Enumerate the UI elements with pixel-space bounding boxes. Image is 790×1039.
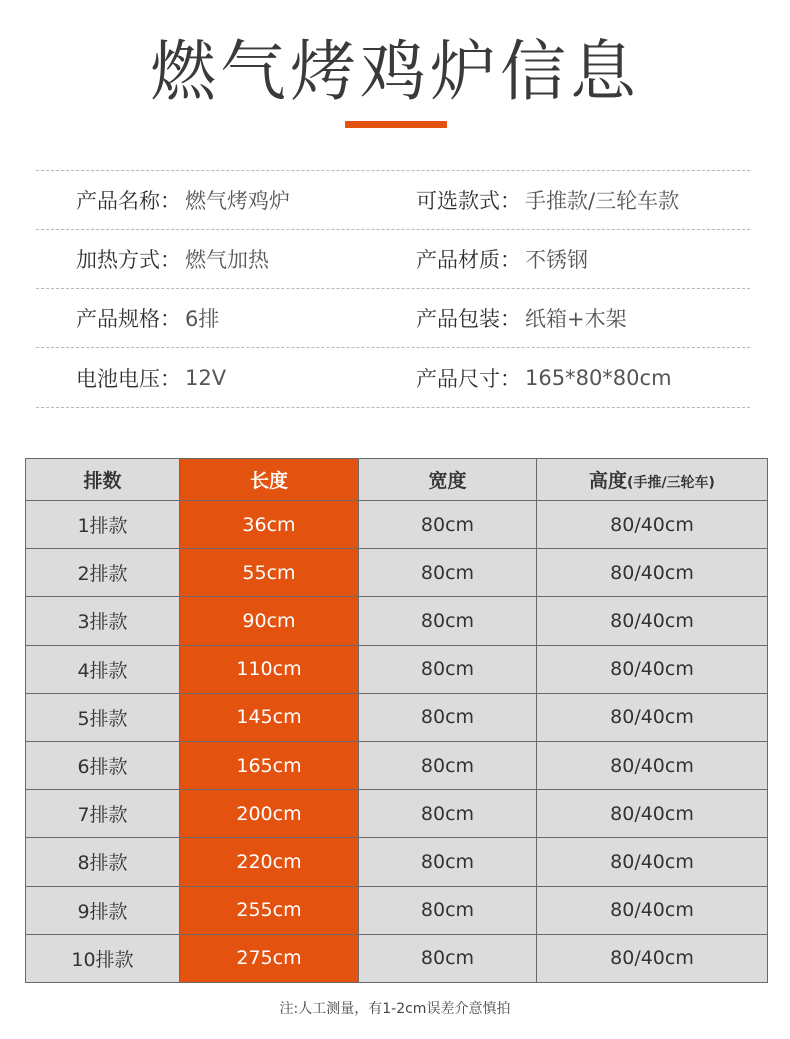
cell-length: 220cm	[180, 838, 359, 886]
header-length: 长度	[180, 459, 359, 501]
info-item-packaging	[416, 303, 627, 333]
cell-length: 165cm	[180, 741, 359, 789]
info-value: 燃气烤鸡炉	[185, 189, 290, 213]
info-label: 产品包装	[416, 307, 500, 331]
title-underline	[345, 121, 447, 128]
cell-height: 80/40cm	[537, 886, 768, 934]
table-row	[26, 886, 768, 934]
info-item-styles	[416, 185, 679, 215]
table-row	[26, 838, 768, 886]
cell-width: 80cm	[359, 645, 537, 693]
info-separator: ：	[500, 189, 521, 213]
cell-width: 80cm	[359, 741, 537, 789]
info-item-material	[416, 244, 588, 274]
cell-row-name: 10排款	[26, 934, 180, 982]
cell-row-name: 4排款	[26, 645, 180, 693]
size-spec-table	[25, 458, 768, 983]
info-item-spec	[76, 303, 219, 333]
table-row	[26, 501, 768, 549]
cell-height: 80/40cm	[537, 934, 768, 982]
cell-height: 80/40cm	[537, 741, 768, 789]
cell-width: 80cm	[359, 597, 537, 645]
info-label: 可选款式	[416, 189, 500, 213]
cell-length: 36cm	[180, 501, 359, 549]
cell-height: 80/40cm	[537, 790, 768, 838]
info-separator: ：	[160, 307, 181, 331]
header-width: 宽度	[359, 459, 537, 501]
info-row	[36, 288, 750, 347]
info-row	[36, 229, 750, 288]
info-value: 手推款/三轮车款	[525, 189, 680, 213]
product-info-list	[36, 170, 750, 408]
cell-row-name: 6排款	[26, 741, 180, 789]
info-label: 产品材质	[416, 248, 500, 272]
info-value: 燃气加热	[185, 248, 269, 272]
cell-length: 255cm	[180, 886, 359, 934]
table-row	[26, 645, 768, 693]
cell-length: 90cm	[180, 597, 359, 645]
info-item-size	[416, 363, 672, 393]
cell-width: 80cm	[359, 790, 537, 838]
info-label: 产品规格	[76, 307, 160, 331]
cell-length: 200cm	[180, 790, 359, 838]
table-header-row	[26, 459, 768, 501]
table-row	[26, 934, 768, 982]
cell-row-name: 7排款	[26, 790, 180, 838]
info-item-heating	[76, 244, 269, 274]
header-height-label: 高度	[589, 470, 628, 492]
info-separator: ：	[160, 189, 181, 213]
cell-length: 110cm	[180, 645, 359, 693]
table-row	[26, 549, 768, 597]
info-value: 165*80*80cm	[525, 365, 672, 390]
cell-height: 80/40cm	[537, 501, 768, 549]
info-row	[36, 170, 750, 229]
header-rows: 排数	[26, 459, 180, 501]
cell-height: 80/40cm	[537, 693, 768, 741]
cell-length: 275cm	[180, 934, 359, 982]
header-height-note: (手推/三轮车)	[627, 475, 715, 491]
info-row	[36, 347, 750, 408]
info-label: 产品名称	[76, 189, 160, 213]
table-row	[26, 790, 768, 838]
info-separator: ：	[160, 248, 181, 272]
cell-width: 80cm	[359, 838, 537, 886]
info-item-product-name	[76, 185, 290, 215]
cell-width: 80cm	[359, 693, 537, 741]
info-separator: ：	[500, 366, 521, 391]
cell-row-name: 5排款	[26, 693, 180, 741]
cell-width: 80cm	[359, 501, 537, 549]
info-value: 6排	[185, 307, 220, 331]
table-row	[26, 597, 768, 645]
cell-row-name: 1排款	[26, 501, 180, 549]
measurement-note: 注:人工测量，有1-2cm误差介意慎拍	[279, 1001, 511, 1017]
cell-height: 80/40cm	[537, 838, 768, 886]
cell-row-name: 8排款	[26, 838, 180, 886]
info-separator: ：	[500, 307, 521, 331]
cell-row-name: 9排款	[26, 886, 180, 934]
info-label: 产品尺寸	[416, 366, 500, 391]
cell-length: 55cm	[180, 549, 359, 597]
cell-height: 80/40cm	[537, 597, 768, 645]
cell-row-name: 3排款	[26, 597, 180, 645]
cell-width: 80cm	[359, 549, 537, 597]
header-height	[537, 459, 768, 501]
page-title: 燃气烤鸡炉信息	[150, 33, 640, 110]
table-row	[26, 693, 768, 741]
cell-height: 80/40cm	[537, 549, 768, 597]
cell-row-name: 2排款	[26, 549, 180, 597]
info-label: 加热方式	[76, 248, 160, 272]
cell-width: 80cm	[359, 934, 537, 982]
cell-length: 145cm	[180, 693, 359, 741]
table-row	[26, 741, 768, 789]
info-label: 电池电压	[76, 366, 160, 391]
info-value: 12V	[185, 365, 227, 390]
cell-height: 80/40cm	[537, 645, 768, 693]
info-value: 纸箱+木架	[525, 307, 627, 331]
info-separator: ：	[160, 366, 181, 391]
info-value: 不锈钢	[525, 248, 588, 272]
cell-width: 80cm	[359, 886, 537, 934]
info-item-voltage	[76, 363, 226, 393]
info-separator: ：	[500, 248, 521, 272]
